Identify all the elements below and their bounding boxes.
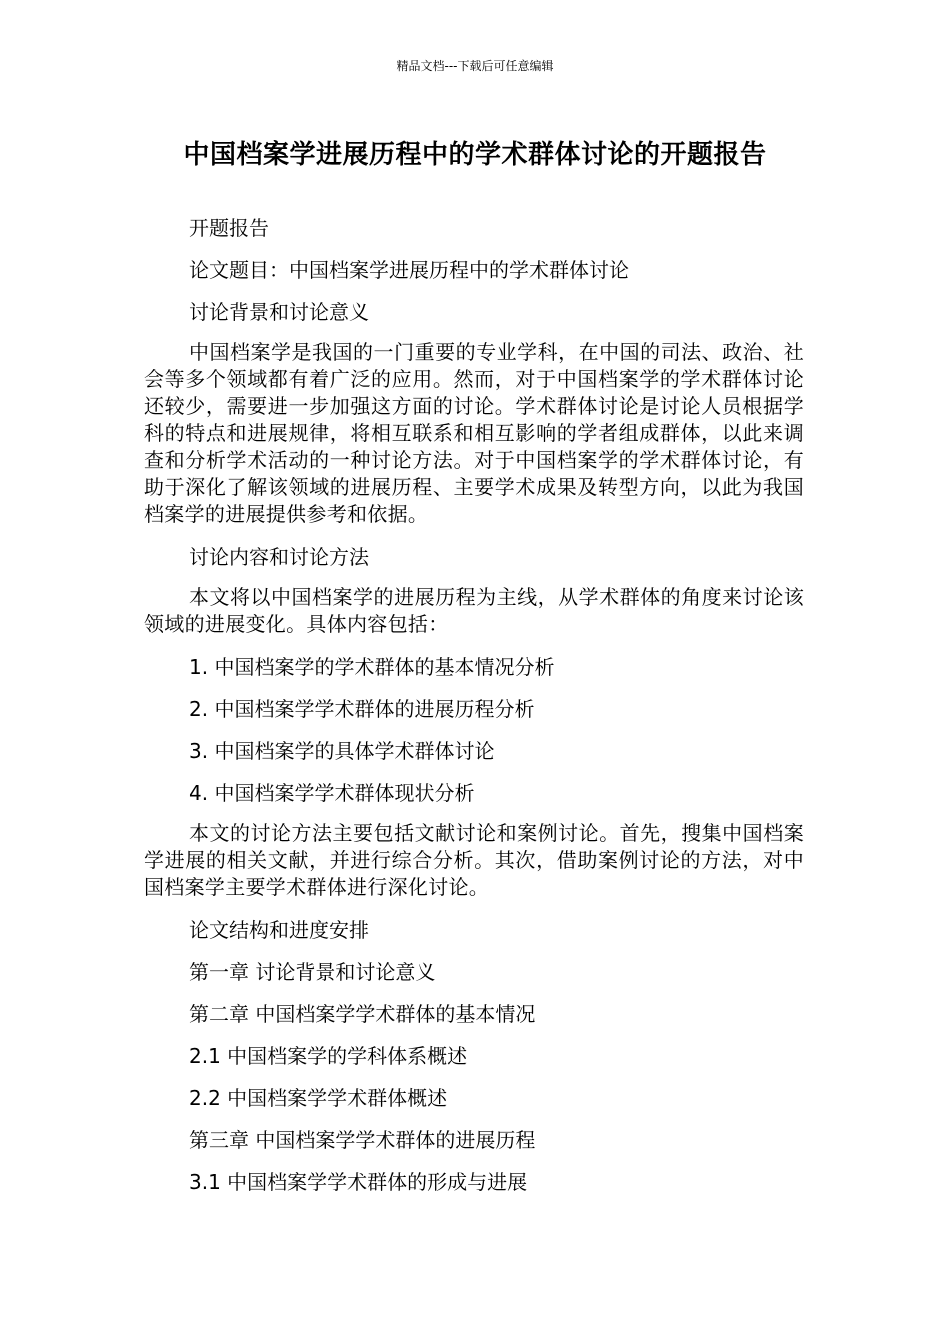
section-heading-structure: 论文结构和进度安排 bbox=[189, 918, 369, 942]
document-title: 中国档案学进展历程中的学术群体讨论的开题报告 bbox=[183, 140, 767, 170]
paragraph-background: 中国档案学是我国的一门重要的专业学科，在中国的司法、政治、社会等多个领域都有着广泛的应用。然而，对于中国档案学的学术群体讨论还较少，需要进一步加强这方面的讨论。学术群体讨论是讨论人员根据学科的特点和进展规律，将相互联系和相互影响的学者组成群体，以此来调查和分析学术活动的一种讨论方法。对于中国档案学的学术群体讨论，有助于深化了解该领域的进展历程、主要学术成果及转型方向，以此为我国档案学的进展提供参考和依据。 bbox=[144, 340, 804, 526]
outline-item: 第二章 中国档案学学术群体的基本情况 bbox=[189, 1002, 536, 1026]
paragraph-content: 本文将以中国档案学的进展历程为主线，从学术群体的角度来讨论该领域的进展变化。具体内容包括： bbox=[144, 585, 804, 636]
list-item: 1. 中国档案学的学术群体的基本情况分析 bbox=[189, 655, 555, 679]
outline-item: 第一章 讨论背景和讨论意义 bbox=[189, 960, 436, 984]
paragraph-method: 本文的讨论方法主要包括文献讨论和案例讨论。首先，搜集中国档案学进展的相关文献，并进行综合分析。其次，借助案例讨论的方法，对中国档案学主要学术群体进行深化讨论。 bbox=[144, 821, 804, 899]
list-item: 3. 中国档案学的具体学术群体讨论 bbox=[189, 739, 495, 763]
outline-item: 第三章 中国档案学学术群体的进展历程 bbox=[189, 1128, 536, 1152]
section-heading-content: 讨论内容和讨论方法 bbox=[189, 545, 369, 569]
outline-item: 2.1 中国档案学的学科体系概述 bbox=[189, 1044, 468, 1068]
outline-item: 3.1 中国档案学学术群体的形成与进展 bbox=[189, 1170, 528, 1194]
document-body bbox=[144, 213, 804, 1209]
header-note: 精品文档---下载后可任意编辑 bbox=[396, 59, 554, 73]
list-item: 4. 中国档案学学术群体现状分析 bbox=[189, 781, 475, 805]
list-item: 2. 中国档案学学术群体的进展历程分析 bbox=[189, 697, 535, 721]
thesis-title: 论文题目：中国档案学进展历程中的学术群体讨论 bbox=[189, 258, 629, 282]
outline-item: 2.2 中国档案学学术群体概述 bbox=[189, 1086, 448, 1110]
heading-report: 开题报告 bbox=[189, 216, 269, 240]
section-heading-background: 讨论背景和讨论意义 bbox=[189, 300, 369, 324]
